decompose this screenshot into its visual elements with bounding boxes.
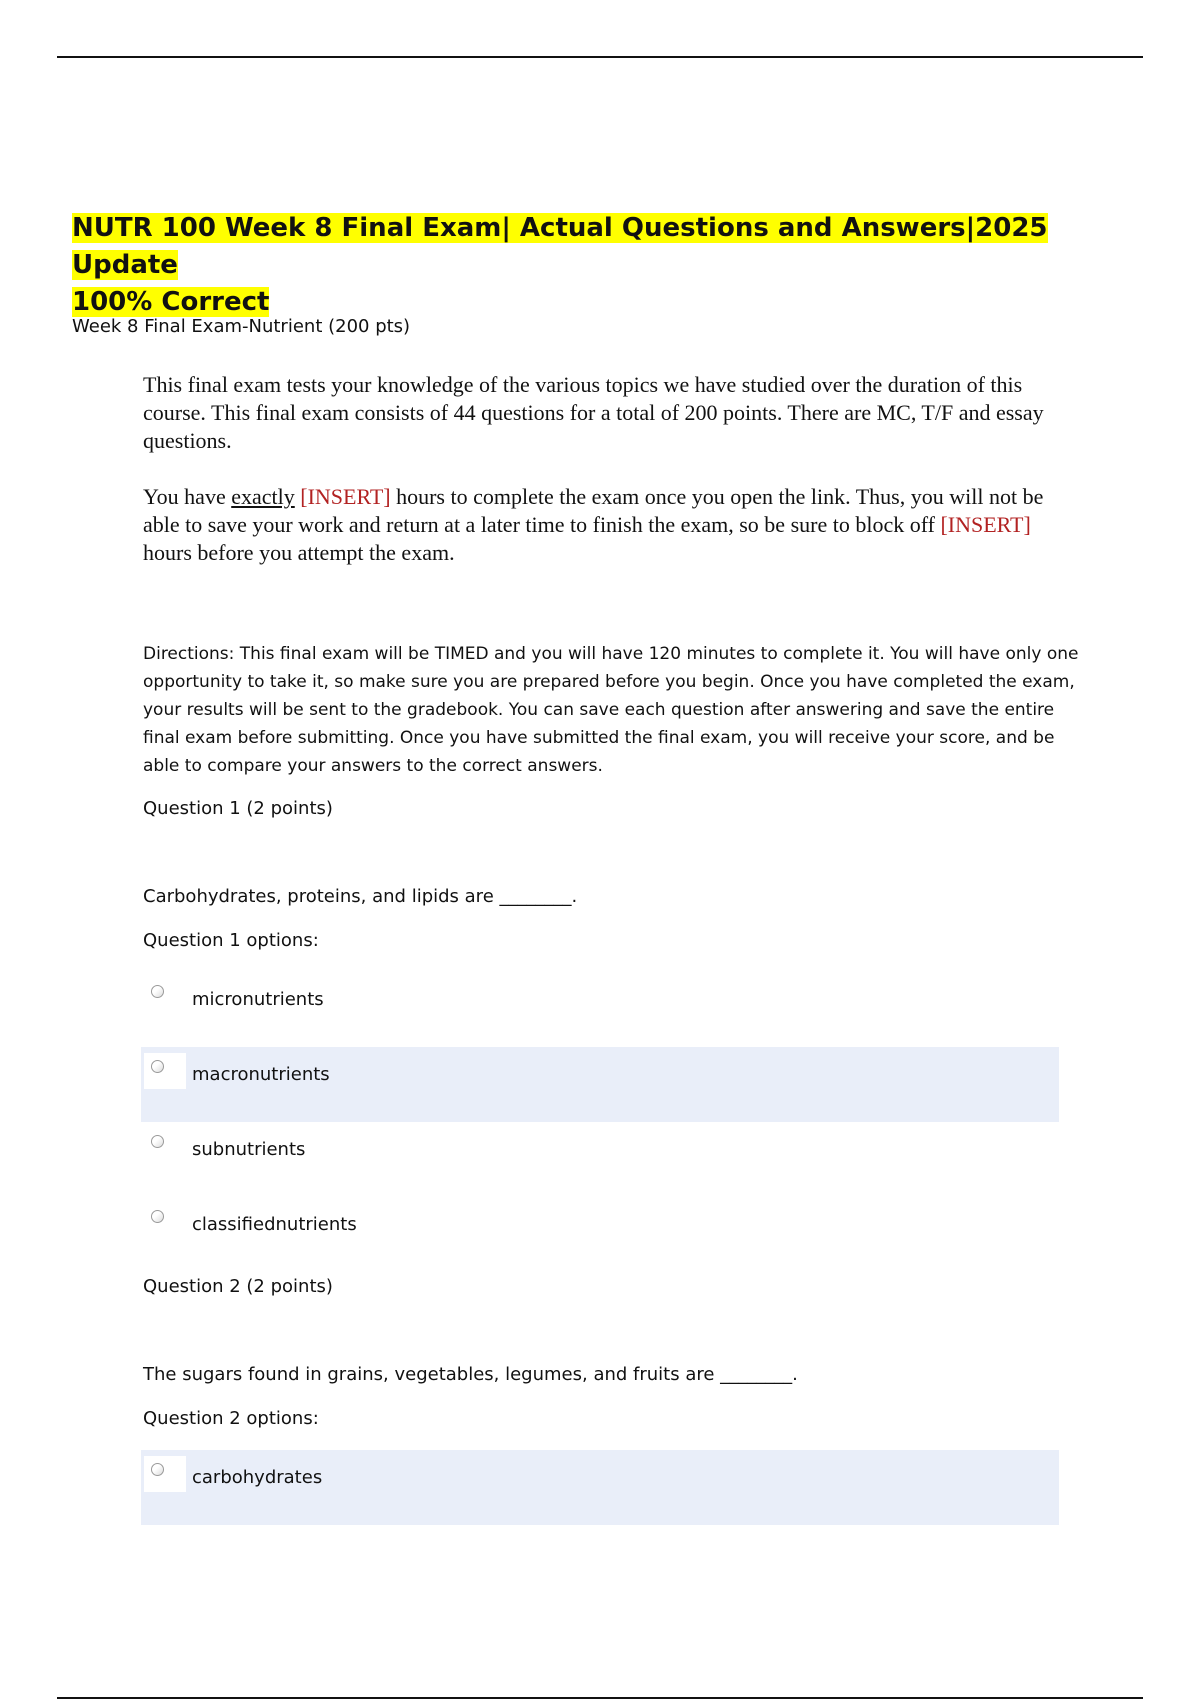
question-1-option-2[interactable] <box>141 1047 1059 1122</box>
top-rule <box>57 56 1143 58</box>
question-1-prompt: Carbohydrates, proteins, and lipids are ________. <box>143 886 578 907</box>
option-label: carbohydrates <box>192 1467 323 1488</box>
title-line-2: 100% Correct <box>72 287 270 317</box>
timing-insert-2: [INSERT] <box>940 512 1031 537</box>
radio-container <box>144 1203 186 1239</box>
question-1-header: Question 1 (2 points) <box>143 798 333 819</box>
timing-paragraph <box>143 483 1063 567</box>
radio-button-icon[interactable] <box>151 1210 164 1223</box>
radio-container <box>144 978 186 1014</box>
document-title <box>72 210 1072 321</box>
radio-container <box>144 1128 186 1164</box>
title-line-1: NUTR 100 Week 8 Final Exam| Actual Questions and Answers|2025 Update <box>72 213 1048 280</box>
timing-text-2: hours to complete the exam once you open the link. Thus, you will not be able to save your work and return at a later time to finish the exam, so be sure to block off <box>143 484 1044 537</box>
question-1-options-label: Question 1 options: <box>143 930 319 951</box>
intro-paragraph: This final exam tests your knowledge of the various topics we have studied over the duration of this course. This final exam consists of 44 questions for a total of 200 points. There are MC, T/F and essay questions. <box>143 372 1044 453</box>
option-label: subnutrients <box>192 1139 306 1160</box>
radio-button-icon[interactable] <box>151 985 164 998</box>
radio-button-icon[interactable] <box>151 1463 164 1476</box>
question-1-option-1[interactable] <box>141 972 1059 1047</box>
option-label: micronutrients <box>192 989 324 1010</box>
option-label: classifiednutrients <box>192 1214 357 1235</box>
bottom-rule <box>57 1697 1143 1699</box>
question-2-prompt: The sugars found in grains, vegetables, legumes, and fruits are ________. <box>143 1364 798 1385</box>
question-2-header: Question 2 (2 points) <box>143 1276 333 1297</box>
timing-text-3: hours before you attempt the exam. <box>143 540 455 565</box>
directions-paragraph: Directions: This final exam will be TIMED and you will have 120 minutes to complete it. You will have only one opportunity to take it, so make sure you are prepared before you begin. Once you have completed the exam, your results will be sent to the gradebook. You can save each question after answering and save the entire final exam before submitting. Once you have submitted the final exam, you will receive your score, and be able to compare your answers to the correct answers. <box>143 644 1079 776</box>
radio-container <box>144 1053 186 1089</box>
radio-button-icon[interactable] <box>151 1135 164 1148</box>
question-2-option-1[interactable] <box>141 1450 1059 1525</box>
question-2-options-label: Question 2 options: <box>143 1408 319 1429</box>
exam-subtitle: Week 8 Final Exam-Nutrient (200 pts) <box>72 316 411 337</box>
question-1-option-4[interactable] <box>141 1197 1059 1272</box>
timing-insert-1: [INSERT] <box>294 484 391 509</box>
option-label: macronutrients <box>192 1064 330 1085</box>
timing-text-1: You have <box>143 484 232 509</box>
timing-exactly: exactly <box>231 484 295 509</box>
radio-button-icon[interactable] <box>151 1060 164 1073</box>
question-1-option-3[interactable] <box>141 1122 1059 1197</box>
radio-container <box>144 1456 186 1492</box>
